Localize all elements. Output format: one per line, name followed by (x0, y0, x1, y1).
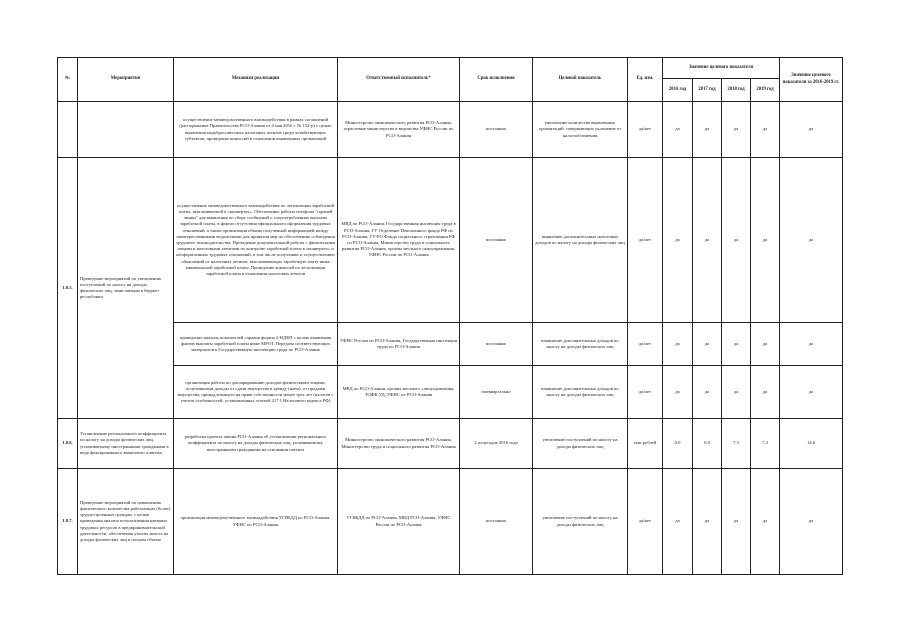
row-deadline: 2 полугодие 2016 года (460, 419, 533, 469)
row-mechanism: осуществление межведомственного взаимодействия в рамках соглашений (распоряжение Правительства РСО-Алания от 4 мая 2016 г. № 152-р) с целью выявления недобросовестных налоговых агентов среди хозяйствующих субъектов, проведение комиссий в отношении выявленных организаций (174, 102, 338, 158)
row-target: выявление дополнительных налоговых доходов по налогу на доходы физических лиц (533, 158, 628, 323)
header-unit: Ед. изм. (628, 58, 663, 102)
row-2017: да (693, 469, 722, 575)
row-measure: Проведение мероприятий по увеличению поступлений по налогу на доходы физических лиц, зачисляемым в бюджет республики (78, 158, 174, 419)
row-2019: да (751, 158, 780, 323)
row-2017: да (693, 323, 722, 366)
row-2018: 7,3 (722, 419, 751, 469)
row-num (58, 102, 78, 158)
row-target: увеличение поступлений по налогу на доходы физических лиц (533, 419, 628, 469)
row-target: выявление дополнительных доходов по налогу на доходы физических лиц (533, 323, 628, 366)
header-target: Целевой показатель (533, 58, 628, 102)
row-total: да (780, 469, 843, 575)
row-2019: да (751, 469, 780, 575)
row-2016: да (663, 102, 693, 158)
row-2018: да (722, 158, 751, 323)
row-total: 14,6 (780, 419, 843, 469)
row-mechanism: осуществление межведомственного взаимодействия по легализации заработной платы, выплачиваемой в «конвертах». Обеспечение работы телефона "горячей линии" для выявления по сбору сообщений о злоупотреблениях выплаты заработной платы, в фактах отсутствия официального оформления трудовых отношений, а также организация обмена полученной информацией между заинтересованными ведомствами для принятия мер по обеспечению соблюдения трудового законодательства. Проведение документальной работы с физическими лицами и налоговыми агентами по контролю заработной платы в «конвертах» и неоформленных трудовых отношений, в том числе получению и осуществлению объяснений от налоговых агентов, выплачивающих заработную плату ниже минимальной заработной платы. Проведение комиссий по легализации заработной платы в отношении налоговых агентов (174, 158, 338, 323)
row-total: да (780, 158, 843, 323)
row-mechanism: организация межведомственного взаимодействия УГИБДД по РСО-Алания, УФНС по РСО-Алания (174, 469, 338, 575)
row-2017: 0,0 (693, 419, 722, 469)
row-2017: да (693, 366, 722, 419)
row-2017: да (693, 158, 722, 323)
row-2016: да (663, 469, 693, 575)
row-unit: млн рублей (628, 419, 663, 469)
row-num: 1.8.5. (58, 158, 78, 419)
row-num: 1.8.6. (58, 419, 78, 469)
header-responsible: Ответственный исполнитель* (338, 58, 460, 102)
header-num: № (58, 58, 78, 102)
row-2019: 7,3 (751, 419, 780, 469)
row-mechanism: разработка проекта закона РСО-Алания об установлении регионального коэффициента по налогу на доходы физических лиц, уплачиваемому иностранными гражданами на основании патента (174, 419, 338, 469)
row-2018: да (722, 102, 751, 158)
row-2016: да (663, 366, 693, 419)
row-2018: да (722, 366, 751, 419)
row-responsible: Министерство экономического развития РСО-Алания, отраслевые министерства и ведомства УФНС России по РСО-Алания (338, 102, 460, 158)
row-2019: да (751, 102, 780, 158)
row-total: да (780, 366, 843, 419)
row-responsible: МВД по РСО-Алания, органы местного самоуправления, ТОФК УД, УФНС по РСО-Алания (338, 366, 460, 419)
row-mechanism: проведение анализа показателей справок формы 2-НДФЛ с целью выявления фактов выплаты заработной платы ниже МРОТ. Передача соответствующих материалов в Государственную инспекцию труда по РСО-Алания (174, 323, 338, 366)
table-header-row (58, 58, 843, 79)
header-year-2016: 2016 год (663, 79, 693, 102)
row-unit: да/нет (628, 158, 663, 323)
row-2016: да (663, 158, 693, 323)
row-2019: да (751, 323, 780, 366)
header-mechanism: Механизм реализации (174, 58, 338, 102)
document-page (57, 57, 842, 575)
table-row (58, 366, 843, 419)
row-2016: да (663, 323, 693, 366)
row-deadline: ежеквартально (460, 366, 533, 419)
row-unit: да/нет (628, 469, 663, 575)
table-row (58, 323, 843, 366)
row-2018: да (722, 323, 751, 366)
row-measure: Проведение мероприятий по повышению фактического количества работающих (более) трудоустроенных граждан, с целью проведения анализа использования наемных трудовых ресурсов в предпринимательской деятельности, обеспечения уплаты налога на доходы физических лиц в полном объеме (78, 469, 174, 575)
row-target: увеличение поступлений по налогу на доходы физических лиц (533, 469, 628, 575)
table-row (58, 158, 843, 323)
row-measure (78, 102, 174, 158)
table-row (58, 102, 843, 158)
row-target: выявление дополнительных доходов по налогу на доходы физических лиц (533, 366, 628, 419)
row-deadline: постоянно (460, 469, 533, 575)
row-deadline: постоянно (460, 323, 533, 366)
header-values-group: Значение целевого показателя (663, 58, 780, 79)
row-unit: да/нет (628, 366, 663, 419)
table-row (58, 469, 843, 575)
row-mechanism: организация работы по декларированию доходов физическими лицами, получившими доходы от сдачи имущества в аренду (наем), от продажи имущества, принадлежащего на праве собственности менее трех лет (налогов с учетом особенностей, установленных статьей 217.1 Налогового кодекса РФ) (174, 366, 338, 419)
header-measure: Мероприятия (78, 58, 174, 102)
row-2017: да (693, 102, 722, 158)
row-unit: да/нет (628, 102, 663, 158)
row-num: 1.8.7. (58, 469, 78, 575)
header-year-2019: 2019 год (751, 79, 780, 102)
row-responsible: Министерство экономического развития РСО-Алания, Министерство труда и социального развития РСО-Алания (338, 419, 460, 469)
table-row (58, 419, 843, 469)
row-total: да (780, 102, 843, 158)
row-target: увеличение количества выявленных организаций, совершающих уклонение от налогообложения (533, 102, 628, 158)
row-2019: да (751, 366, 780, 419)
row-responsible: МВД по РСО-Алания, Государственная инспекция труда в РСО-Алания, ГУ Отделение Пенсионного фонда РФ по РСО-Алания, ГУ-РО Фонда социального страхования РФ по РСО-Алания, Министерство труда и социального развития РСО-Алания, органы местного самоуправления, УФНС России по РСО-Алания (338, 158, 460, 323)
header-total: Значение целевого показателя за 2016-2019 гг. (780, 58, 843, 102)
row-responsible: УГИБДД по РСО-Алания, МВД РСО-Алания, УФНС России по РСО-Алания (338, 469, 460, 575)
row-deadline: постоянно (460, 158, 533, 323)
row-2018: да (722, 469, 751, 575)
row-2016: 0,0 (663, 419, 693, 469)
row-responsible: УФНС России по РСО-Алания, Государственная инспекция труда по РСО-Алания (338, 323, 460, 366)
row-total: да (780, 323, 843, 366)
header-deadline: Срок исполнения (460, 58, 533, 102)
row-measure: Установление регионального коэффициента по налогу на доходы физических лиц, уплачиваемому иностранными гражданами в виде фиксированного авансового платежа (78, 419, 174, 469)
header-year-2017: 2017 год (693, 79, 722, 102)
measures-table (57, 57, 843, 575)
row-unit: да/нет (628, 323, 663, 366)
header-year-2018: 2018 год (722, 79, 751, 102)
row-deadline: постоянно (460, 102, 533, 158)
